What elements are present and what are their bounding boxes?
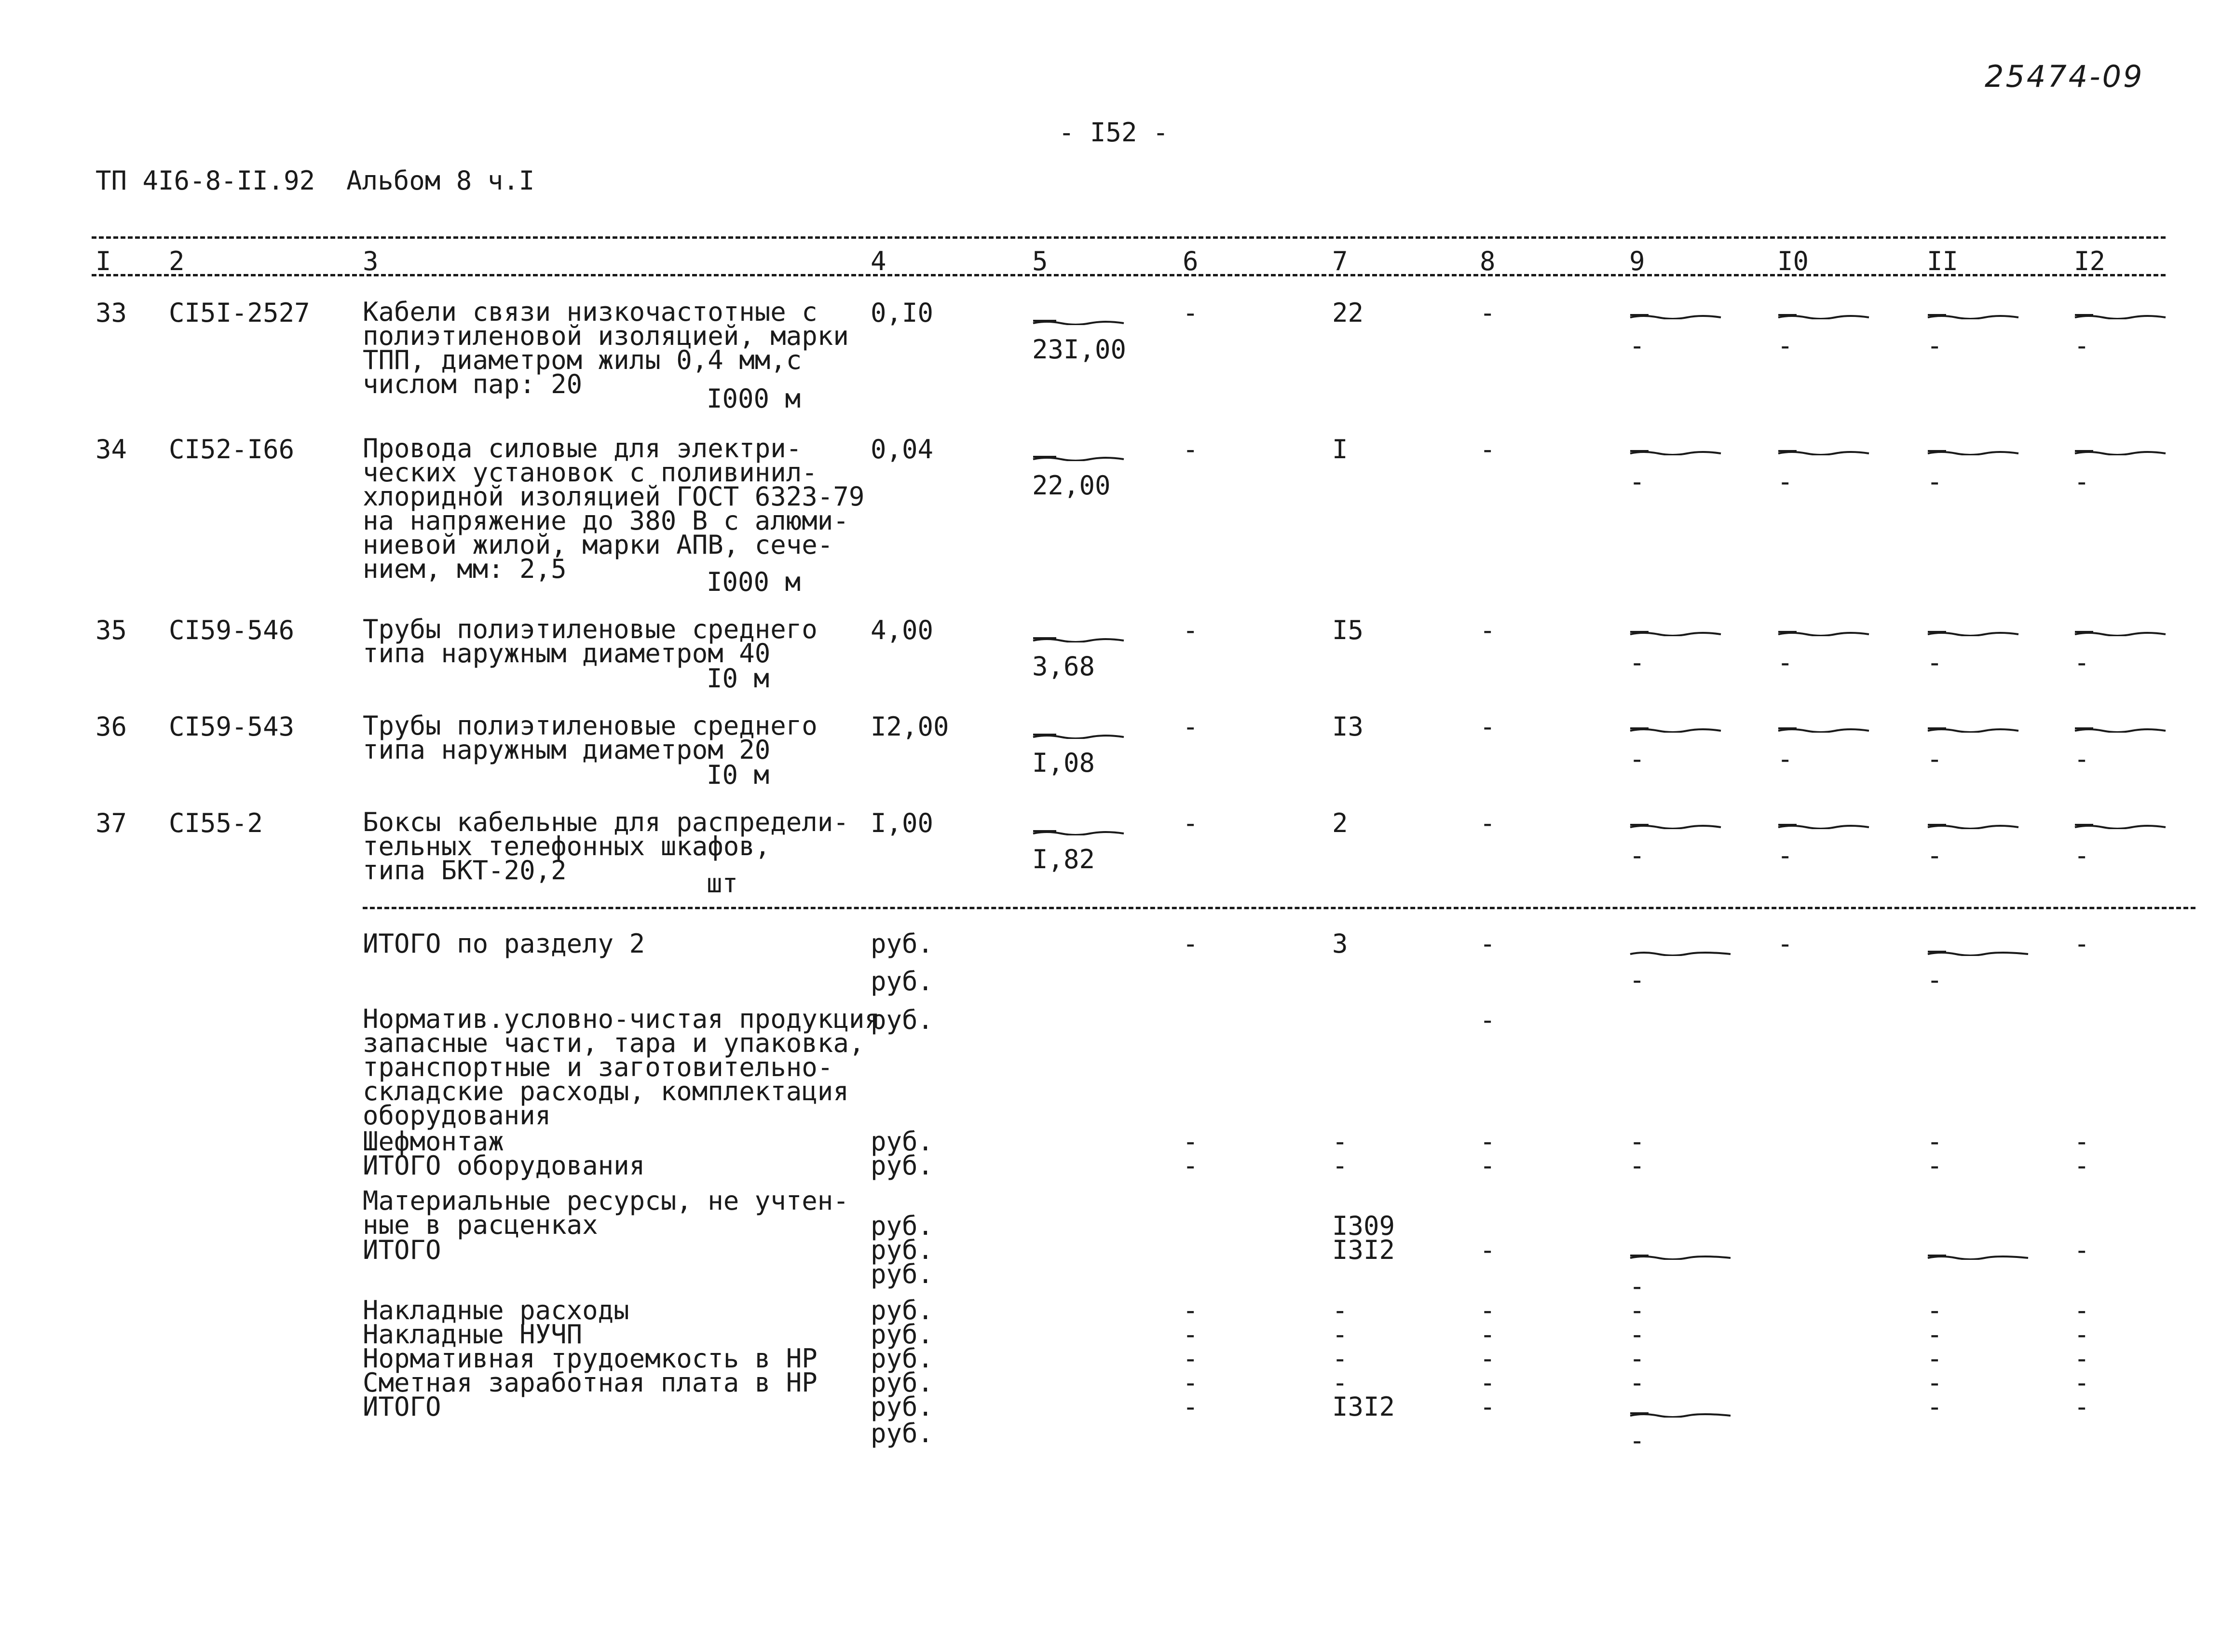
summary-col11: -	[1927, 965, 1943, 995]
row-col5: 22,00	[1032, 470, 1111, 501]
summary-unit: руб.	[871, 1343, 934, 1374]
summary-col6: -	[1183, 1150, 1199, 1181]
row-code: CI59-543	[169, 711, 295, 742]
summary-unit: руб.	[871, 1150, 934, 1181]
row-col12: -	[2074, 840, 2090, 871]
dash-squiggle	[1032, 636, 1129, 642]
row-col8: -	[1480, 711, 1496, 742]
summary-col9: -	[1629, 1295, 1645, 1325]
summary-col10: -	[1777, 928, 1793, 959]
row-col11: -	[1927, 744, 1943, 774]
dash-squiggle	[2074, 449, 2170, 455]
row-col10: -	[1777, 744, 1793, 774]
summary-col8: -	[1480, 928, 1496, 959]
row-col10: -	[1777, 840, 1793, 871]
dash-squiggle	[1629, 313, 1726, 319]
row-col12: -	[2074, 466, 2090, 497]
dash-squiggle	[1927, 822, 2023, 829]
document-stamp: 25474-09	[1985, 59, 2144, 94]
summary-col9: -	[1629, 1319, 1645, 1350]
dash-squiggle	[1629, 822, 1726, 829]
row-col9: -	[1629, 744, 1645, 774]
summary-col12: -	[2074, 1126, 2090, 1157]
dash-squiggle	[1927, 726, 2023, 733]
column-header: 8	[1480, 246, 1496, 276]
row-number: 36	[95, 711, 127, 742]
row-quantity: I,00	[871, 808, 934, 838]
row-unit: I000 м	[707, 383, 801, 414]
summary-unit: руб.	[871, 1126, 934, 1157]
column-header: 6	[1183, 246, 1199, 276]
summary-label: Накладные расходы	[363, 1295, 629, 1325]
row-col11: -	[1927, 466, 1943, 497]
dash-squiggle	[1927, 949, 2033, 956]
summary-col9: -	[1629, 1150, 1645, 1181]
summary-col12: -	[2074, 1295, 2090, 1325]
row-col12: -	[2074, 330, 2090, 361]
summary-col7: I3I2	[1332, 1392, 1395, 1422]
row-col9: -	[1629, 330, 1645, 361]
row-col12: -	[2074, 647, 2090, 678]
dash-squiggle	[1777, 449, 1874, 455]
summary-label: Нормативная трудоемкость в НР	[363, 1343, 818, 1374]
summary-col9: -	[1629, 1425, 1645, 1456]
row-unit: I000 м	[707, 567, 801, 597]
row-description: Трубы полиэтиленовые среднего типа наружным диаметром 40	[363, 614, 818, 669]
row-code: CI52-I66	[169, 434, 295, 464]
dash-squiggle	[1032, 318, 1129, 325]
summary-col12: -	[2074, 1392, 2090, 1422]
dash-squiggle	[1629, 1411, 1735, 1418]
dash-squiggle	[1777, 726, 1874, 733]
summary-label: Сметная заработная плата в НР	[363, 1367, 818, 1398]
summary-col7: -	[1332, 1367, 1348, 1398]
summary-col9: -	[1629, 1343, 1645, 1374]
summary-unit: руб.	[871, 1295, 934, 1325]
page-number: - I52 -	[1059, 117, 1169, 148]
summary-col6: -	[1183, 1343, 1199, 1374]
row-number: 33	[95, 298, 127, 328]
summary-unit: руб.	[871, 928, 934, 959]
summary-col8: -	[1480, 1126, 1496, 1157]
summary-col11: -	[1927, 1126, 1943, 1157]
row-col7: I	[1332, 434, 1348, 464]
dash-squiggle	[1629, 949, 1735, 956]
row-col6: -	[1183, 615, 1199, 645]
column-header: I	[95, 246, 111, 276]
dash-squiggle	[2074, 822, 2170, 829]
column-header: 7	[1332, 246, 1348, 276]
dash-squiggle	[1927, 313, 2023, 319]
dash-squiggle	[1629, 449, 1726, 455]
summary-label: ИТОГО оборудования	[363, 1150, 645, 1181]
dash-squiggle	[1927, 1253, 2033, 1260]
dash-squiggle	[1032, 829, 1129, 835]
row-col9: -	[1629, 647, 1645, 678]
header-rule-top	[92, 236, 2166, 239]
dash-squiggle	[1032, 732, 1129, 739]
dash-squiggle	[2074, 313, 2170, 319]
summary-col11: -	[1927, 1319, 1943, 1350]
row-col5: 23I,00	[1032, 334, 1127, 365]
dash-squiggle	[1927, 449, 2023, 455]
summary-unit: руб.	[871, 1211, 934, 1241]
dash-squiggle	[1629, 726, 1726, 733]
header-rule-bottom	[92, 274, 2166, 276]
row-col6: -	[1183, 808, 1199, 838]
summary-col11: -	[1927, 1295, 1943, 1325]
summary-col6: -	[1183, 928, 1199, 959]
summary-col9: -	[1629, 1126, 1645, 1157]
summary-col12: -	[2074, 1367, 2090, 1398]
summary-col8: -	[1480, 1392, 1496, 1422]
row-quantity: 0,I0	[871, 298, 934, 328]
column-header: I2	[2074, 246, 2106, 276]
summary-col12: -	[2074, 1319, 2090, 1350]
summary-label: Материальные ресурсы, не учтен- ные в расценках	[363, 1186, 849, 1240]
dash-squiggle	[2074, 726, 2170, 733]
row-description: Кабели связи низкочастотные с полиэтиленовой изоляцией, марки ТПП, диаметром жилы 0,4 мм,с числом пар: 20	[363, 297, 849, 399]
row-number: 37	[95, 808, 127, 838]
summary-col8: -	[1480, 1343, 1496, 1374]
dash-squiggle	[1777, 629, 1874, 636]
summary-col8: -	[1480, 1295, 1496, 1325]
dash-squiggle	[1032, 454, 1129, 461]
summary-col12: -	[2074, 928, 2090, 959]
row-code: CI59-546	[169, 615, 295, 645]
summary-col8: -	[1480, 1367, 1496, 1398]
section-divider	[363, 907, 2195, 909]
summary-col7: 3	[1332, 928, 1348, 959]
column-header: II	[1927, 246, 1959, 276]
summary-col8: -	[1480, 1235, 1496, 1265]
column-header: 2	[169, 246, 185, 276]
summary-col8: -	[1480, 1150, 1496, 1181]
row-unit: I0 м	[707, 760, 770, 790]
row-unit: I0 м	[707, 663, 770, 694]
summary-col6: -	[1183, 1319, 1199, 1350]
summary-col12: -	[2074, 1235, 2090, 1265]
summary-label: Шефмонтаж	[363, 1126, 504, 1157]
column-header: 9	[1629, 246, 1645, 276]
summary-col11: -	[1927, 1343, 1943, 1374]
summary-col12: -	[2074, 1343, 2090, 1374]
row-col11: -	[1927, 330, 1943, 361]
summary-unit: руб.	[871, 1392, 934, 1422]
summary-col7: -	[1332, 1126, 1348, 1157]
row-col9: -	[1629, 466, 1645, 497]
summary-unit: руб.	[871, 1367, 934, 1398]
summary-label: Накладные НУЧП	[363, 1319, 583, 1350]
row-code: CI55-2	[169, 808, 263, 838]
row-col5: I,82	[1032, 844, 1095, 874]
row-col12: -	[2074, 744, 2090, 774]
row-col9: -	[1629, 840, 1645, 871]
row-unit: шт	[707, 868, 738, 899]
summary-col9: -	[1629, 965, 1645, 995]
summary-unit: руб.	[871, 1259, 934, 1289]
dash-squiggle	[1927, 629, 2023, 636]
column-header: 3	[363, 246, 379, 276]
summary-col6: -	[1183, 1367, 1199, 1398]
row-col6: -	[1183, 434, 1199, 464]
row-col11: -	[1927, 647, 1943, 678]
row-description: Провода силовые для электри- ческих установок с поливинил- хлоридной изоляцией ГОСТ 6323-79 на напряжение до 380 В с алюми- ниевой жилой, марки АПВ, сече- нием, мм: 2,5	[363, 433, 865, 584]
column-header: I0	[1777, 246, 1809, 276]
summary-col7: -	[1332, 1150, 1348, 1181]
summary-col12: -	[2074, 1150, 2090, 1181]
row-description: Боксы кабельные для распредели- тельных телефонных шкафов, типа БКТ-20,2	[363, 807, 849, 886]
summary-col8: -	[1480, 1319, 1496, 1350]
document-header: ТП 4I6-8-II.92 Альбом 8 ч.I	[95, 165, 535, 196]
summary-label: Норматив.условно-чистая продукция запасные части, тара и упаковка, транспортные и заготовительно- складские расходы, комплектация оборудования	[363, 1004, 880, 1131]
row-description: Трубы полиэтиленовые среднего типа наружным диаметром 20	[363, 710, 818, 765]
row-quantity: I2,00	[871, 711, 949, 742]
dash-squiggle	[2074, 629, 2170, 636]
summary-col7: -	[1332, 1319, 1348, 1350]
row-col8: -	[1480, 808, 1496, 838]
summary-col9: -	[1629, 1367, 1645, 1398]
row-number: 35	[95, 615, 127, 645]
dash-squiggle	[1629, 629, 1726, 636]
row-col6: -	[1183, 298, 1199, 328]
row-col7: 2	[1332, 808, 1348, 838]
summary-unit: руб.	[871, 1319, 934, 1350]
row-quantity: 0,04	[871, 434, 934, 464]
summary-unit: руб.	[871, 1418, 934, 1448]
summary-col11: -	[1927, 1392, 1943, 1422]
summary-col6: -	[1183, 1295, 1199, 1325]
dash-squiggle	[1629, 1253, 1735, 1260]
summary-col6: -	[1183, 1392, 1199, 1422]
dash-squiggle	[1777, 313, 1874, 319]
summary-unit: руб.	[871, 1235, 934, 1265]
row-col7: I3	[1332, 711, 1364, 742]
column-header: 5	[1032, 246, 1048, 276]
row-col11: -	[1927, 840, 1943, 871]
summary-col11: -	[1927, 1367, 1943, 1398]
row-col10: -	[1777, 330, 1793, 361]
summary-col11: -	[1927, 1150, 1943, 1181]
summary-col7: -	[1332, 1343, 1348, 1374]
row-col8: -	[1480, 298, 1496, 328]
dash-squiggle	[1777, 822, 1874, 829]
summary-unit: руб.	[871, 966, 934, 997]
summary-label: ИТОГО по разделу 2	[363, 928, 645, 959]
summary-col9: -	[1629, 1271, 1645, 1301]
row-col10: -	[1777, 647, 1793, 678]
row-col8: -	[1480, 615, 1496, 645]
row-col10: -	[1777, 466, 1793, 497]
summary-col8: -	[1480, 1005, 1496, 1035]
summary-col6: -	[1183, 1126, 1199, 1157]
summary-col7: I3I2	[1332, 1235, 1395, 1265]
summary-label: ИТОГО	[363, 1235, 441, 1265]
summary-col7: I309	[1332, 1211, 1395, 1241]
row-col7: I5	[1332, 615, 1364, 645]
row-number: 34	[95, 434, 127, 464]
row-col6: -	[1183, 711, 1199, 742]
row-quantity: 4,00	[871, 615, 934, 645]
row-col7: 22	[1332, 298, 1364, 328]
summary-col7: -	[1332, 1295, 1348, 1325]
summary-label: ИТОГО	[363, 1392, 441, 1422]
row-code: CI5I-2527	[169, 298, 310, 328]
summary-unit: руб.	[871, 1005, 934, 1035]
row-col5: I,08	[1032, 748, 1095, 778]
row-col5: 3,68	[1032, 651, 1095, 682]
row-col8: -	[1480, 434, 1496, 464]
column-header: 4	[871, 246, 886, 276]
